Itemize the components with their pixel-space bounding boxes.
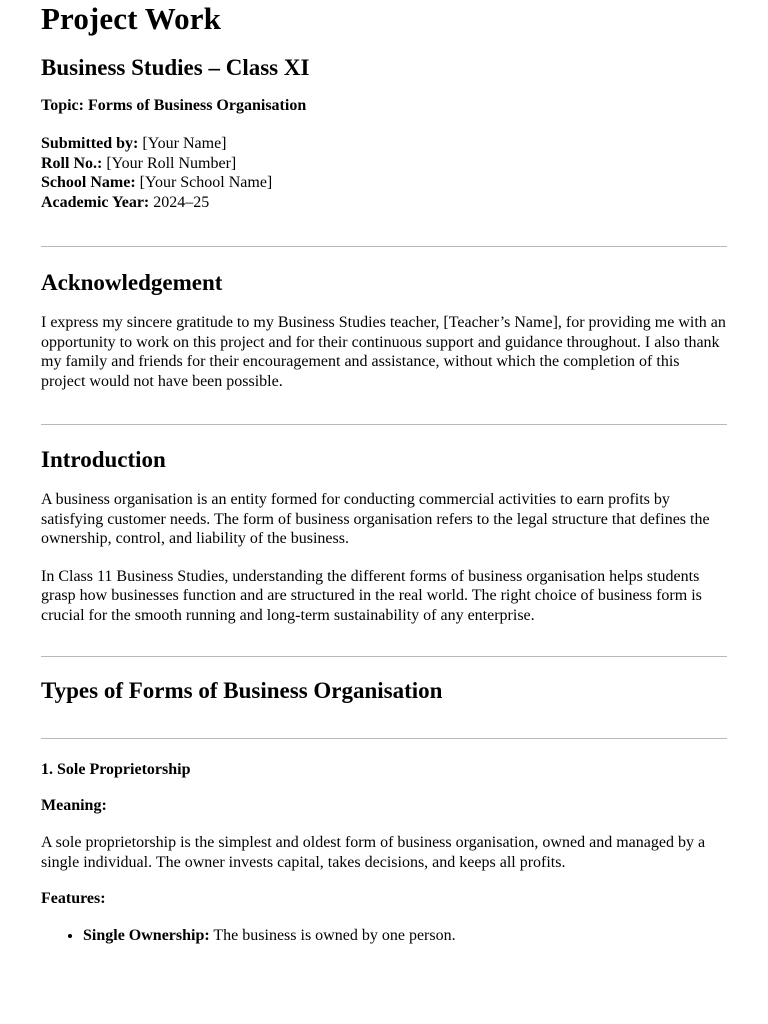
topic-line — [41, 96, 727, 116]
submission-details — [41, 134, 727, 212]
section-divider — [41, 738, 727, 739]
document-title: Project Work — [41, 1, 221, 36]
meta-value: [Your Roll Number] — [106, 154, 237, 172]
meta-row-submitted-by — [41, 134, 727, 154]
topic-text: Topic: Forms of Business Organisation — [41, 97, 307, 114]
feature-label: Single Ownership: — [83, 927, 210, 944]
section-divider — [41, 656, 727, 657]
document-subtitle: Business Studies – Class XI — [41, 55, 310, 80]
features-list — [41, 926, 727, 946]
sole-proprietorship-heading: 1. Sole Proprietorship — [41, 761, 191, 778]
meta-row-academic-year — [41, 193, 727, 213]
introduction-paragraph: In Class 11 Business Studies, understanding the different forms of business organisation helps students grasp how businesses function and are structured in the real world. The right choice of business form is crucial for the smooth running and long-term sustainability of any enterprise. — [41, 567, 702, 624]
types-heading: Types of Forms of Business Organisation — [41, 678, 443, 703]
features-label: Features: — [41, 890, 106, 907]
meta-row-roll-no — [41, 154, 727, 174]
meta-value: 2024–25 — [153, 193, 210, 211]
section-divider — [41, 246, 727, 247]
meta-value: [Your Name] — [142, 135, 227, 152]
feature-text: The business is owned by one person. — [213, 927, 456, 944]
introduction-heading: Introduction — [41, 447, 166, 472]
acknowledgement-heading: Acknowledgement — [41, 270, 223, 295]
section-divider — [41, 424, 727, 425]
meta-row-school-name — [41, 173, 727, 193]
introduction-paragraph: A business organisation is an entity formed for conducting commercial activities to earn profits by satisfying customer needs. The form of business organisation refers to the legal structure that defines the ownership, control, and liability of the business. — [41, 491, 710, 547]
meta-value: [Your School Name] — [139, 174, 273, 191]
meaning-text: A sole proprietorship is the simplest and oldest form of business organisation, owned and managed by a single individual. The owner invests capital, takes decisions, and keeps all profits. — [41, 834, 706, 871]
acknowledgement-text: I express my sincere gratitude to my Business Studies teacher, [Teacher’s Name], for providing me with an opportunity to work on this project and for their continuous support and guidance throughout. I also thank my family and friends for their encouragement and assistance, without which the completion of this project would not have been possible. — [41, 314, 726, 390]
meta-label: Academic Year: — [41, 193, 150, 211]
meta-label: Submitted by: — [41, 135, 139, 152]
list-item — [83, 926, 727, 946]
meaning-label: Meaning: — [41, 797, 107, 814]
meta-label: Roll No.: — [41, 154, 103, 172]
meta-label: School Name: — [41, 174, 136, 191]
